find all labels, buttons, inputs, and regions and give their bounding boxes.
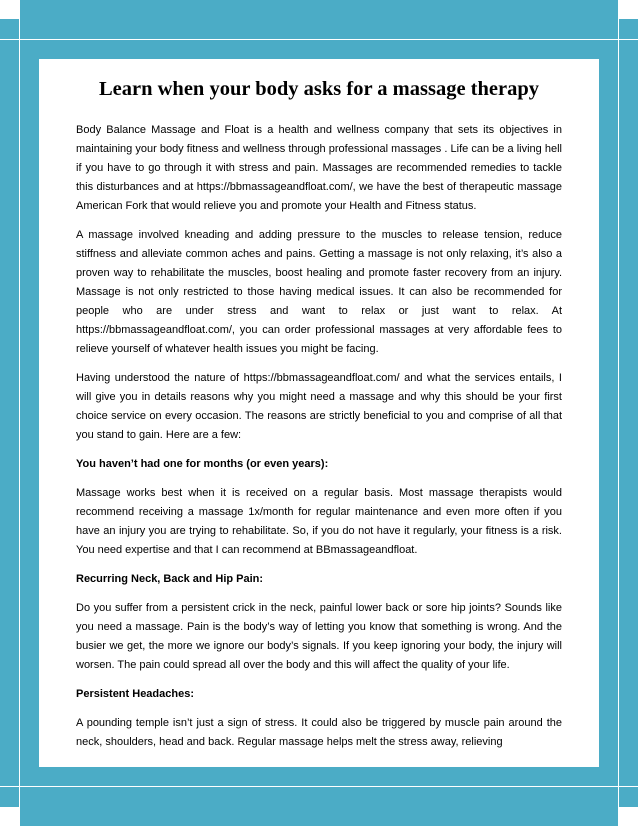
border-line xyxy=(19,0,20,826)
intro-paragraph: A massage involved kneading and adding pressure to the muscles to release tension, reduce stiffness and alleviate common aches and pains. Getting a massage is not only relaxing, it’s also a proven way to rehabilitate the muscles, boost healing and promote faster recovery from an injury. Massage is not only restricted to those having medical issues. It can also be recommended for people who are under stress and want to relax or just want to relax. At https://bbmassageandfloat.com/, you can order professional massages at very affordable fees to relieve yourself of whatever health issues you might be facing. xyxy=(76,229,562,355)
page-border-top xyxy=(0,0,638,59)
document-body xyxy=(76,76,562,762)
border-corner xyxy=(0,0,19,19)
border-corner xyxy=(0,807,19,826)
section-heading: You haven’t had one for months (or even years): xyxy=(76,458,329,470)
border-line xyxy=(618,0,619,826)
section-heading: Persistent Headaches: xyxy=(76,688,194,700)
intro-paragraph: Having understood the nature of https://bbmassageandfloat.com/ and what the services entails, I will give you in details reasons why you might need a massage and why this should be your first choice service on every occasion. The reasons are strictly beneficial to you and comprise of all that you stand to gain. Here are a few: xyxy=(76,372,562,441)
section-paragraph: A pounding temple isn’t just a sign of stress. It could also be triggered by muscle pain around the neck, shoulders, head and back. Regular massage helps melt the stress away, relieving xyxy=(76,717,562,748)
border-corner xyxy=(619,807,638,826)
border-line xyxy=(0,786,638,787)
border-line xyxy=(0,39,638,40)
page-border-bottom xyxy=(0,767,638,826)
border-corner xyxy=(619,0,638,19)
intro-paragraph: Body Balance Massage and Float is a health and wellness company that sets its objectives in maintaining your body fitness and wellness through professional massages . Life can be a living hell if you have to go through it with stress and pain. Massages are recommended remedies to tackle this disturbances and at https://bbmassageandfloat.com/, we have the best of therapeutic massage American Fork that would relieve you and promote your Health and Fitness status. xyxy=(76,124,562,212)
document-title: Learn when your body asks for a massage therapy xyxy=(98,78,540,100)
section-paragraph: Massage works best when it is received on a regular basis. Most massage therapists would recommend receiving a massage 1x/month for regular maintenance and even more often if you have an injury you are trying to rehabilitate. So, if you do not have it regularly, your fitness is a risk. You need expertise and that I can recommend at BBmassageandfloat. xyxy=(76,487,562,556)
section-paragraph: Do you suffer from a persistent crick in the neck, painful lower back or sore hip joints? Sounds like you need a massage. Pain is the body’s way of letting you know that something is wrong. And the busier we get, the more we ignore our body’s signals. If you keep ignoring your body, the injury will worsen. The pain could spread all over the body and this will affect the quality of your life. xyxy=(76,602,562,671)
section-heading: Recurring Neck, Back and Hip Pain: xyxy=(76,573,264,585)
